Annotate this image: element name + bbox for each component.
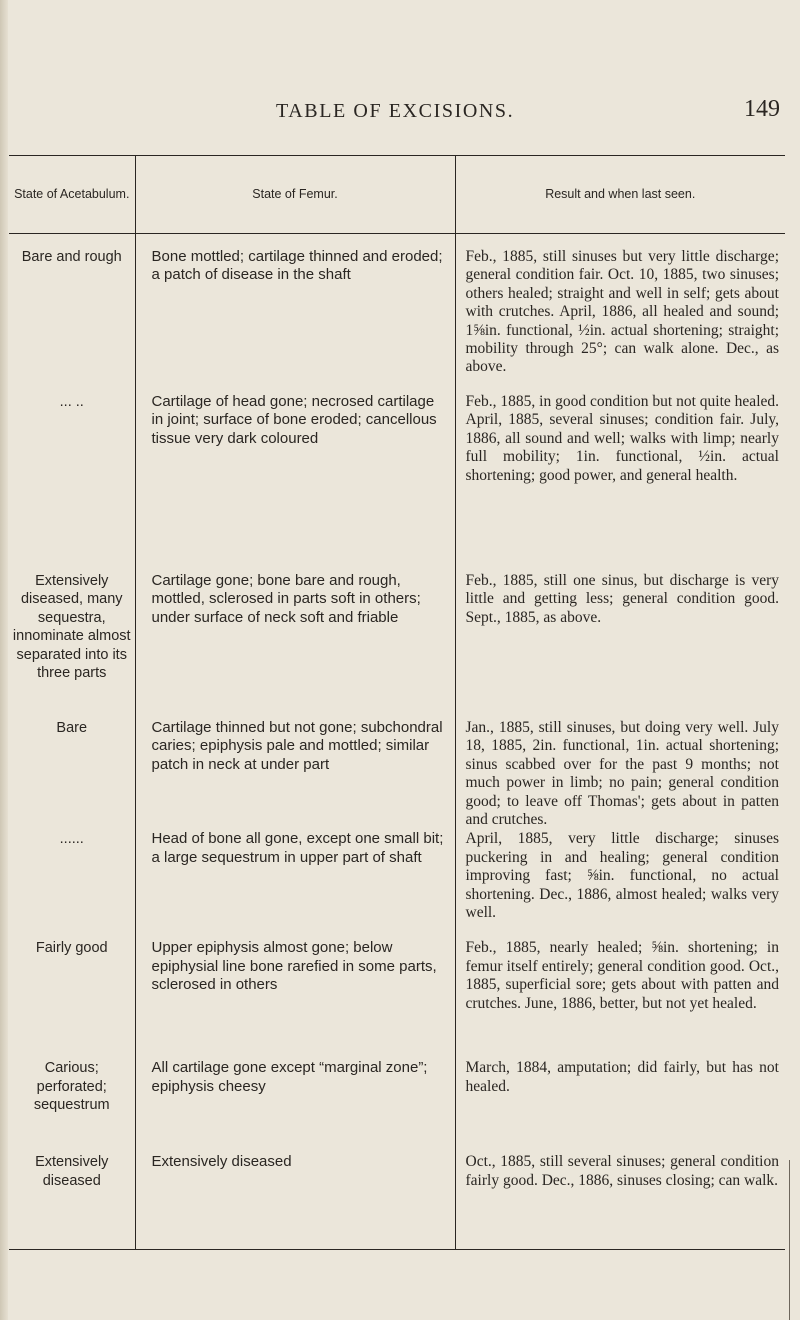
table-row	[9, 719, 785, 830]
table-row	[9, 393, 785, 572]
acetabulum-cell: Carious; perforated; sequestrum	[33, 1060, 110, 1114]
table-header-row	[9, 156, 785, 234]
femur-cell: Head of bone all gone, except one small bit; a large sequestrum in upper part of shaft	[135, 830, 455, 939]
femur-cell: Cartilage gone; bone bare and rough, mottled, sclerosed in parts soft in others; under surface of neck soft and friable	[135, 572, 455, 719]
acetabulum-cell: ... ..	[59, 394, 84, 410]
acetabulum-cell: Bare and rough	[21, 249, 122, 265]
result-cell: Feb., 1885, nearly healed; ⅝in. shortening; in femur itself entirely; general condition good. Oct., 1885, superficial sore; gets about with patten and crutches. June, 1886, better, but not yet healed.	[455, 939, 785, 1059]
acetabulum-cell: Extensively diseased	[9, 1153, 135, 1250]
table-row	[9, 234, 785, 394]
table-row	[9, 939, 785, 1059]
page-binding-edge	[0, 0, 8, 1320]
table-row	[9, 572, 785, 719]
result-cell: March, 1884, amputation; did fairly, but has not healed.	[455, 1059, 785, 1153]
page-number: 149	[744, 96, 780, 122]
result-cell: Jan., 1885, still sinuses, but doing very well. July 18, 1885, 2in. functional, 1in. actual shortening; sinus scabbed over for the past 9 months; not much power in limb; no pain; general condition good; to leave off Thomas'; gets about in patten and crutches.	[455, 719, 785, 830]
table-row	[9, 830, 785, 939]
femur-cell: Upper epiphysis almost gone; below epiphysial line bone rarefied in some parts, sclerosed in others	[135, 939, 455, 1059]
femur-cell: All cartilage gone except “marginal zone”; epiphysis cheesy	[135, 1059, 455, 1153]
table-row	[9, 1153, 785, 1250]
table-row	[9, 1059, 785, 1153]
result-cell: Feb., 1885, in good condition but not quite healed. April, 1885, several sinuses; condition fair. July, 1886, all sound and well; walks with limp; nearly full mobility; 1in. functional, ½in. actual shortening; good power, and general health.	[455, 393, 785, 572]
acetabulum-cell: Fairly good	[35, 940, 108, 957]
femur-cell: Cartilage of head gone; necrosed cartilage in joint; surface of bone eroded; cancellous tissue very dark coloured	[135, 393, 455, 572]
result-cell: Feb., 1885, still one sinus, but discharge is very little and getting less; general condition good. Sept., 1885, as above.	[455, 572, 785, 719]
excisions-table	[9, 155, 785, 1250]
acetabulum-cell: ......	[59, 831, 84, 848]
page-title: TABLE OF EXCISIONS.	[276, 100, 515, 122]
margin-rule	[789, 1160, 790, 1320]
result-cell: April, 1885, very little discharge; sinuses puckering in and healing; general condition improving fast; ⅝in. functional, no actual shortening. Dec., 1886, almost healed; walks very well.	[455, 830, 785, 939]
column-header-femur: State of Femur.	[135, 156, 455, 234]
femur-cell: Extensively diseased	[135, 1153, 455, 1250]
femur-cell: Bone mottled; cartilage thinned and eroded; a patch of disease in the shaft	[135, 234, 455, 394]
femur-cell: Cartilage thinned but not gone; subchondral caries; epiphysis pale and mottled; similar patch in neck at under part	[135, 719, 455, 830]
acetabulum-cell: Bare	[56, 720, 88, 736]
result-cell: Feb., 1885, still sinuses but very little discharge; general condition fair. Oct. 10, 1885, two sinuses; others healed; straight and well in self; gets about with crutches. April, 1886, all healed and sound; 1⅝in. functional, ½in. actual shortening; straight; mobility through 25°; can walk alone. Dec., as above.	[455, 234, 785, 394]
column-header-result: Result and when last seen.	[455, 156, 785, 234]
column-header-acetabulum: State of Acetabulum.	[9, 156, 135, 234]
result-cell: Oct., 1885, still several sinuses; general condition fairly good. Dec., 1886, sinuses closing; can walk.	[455, 1153, 785, 1250]
acetabulum-cell: Extensively diseased, many sequestra, innominate almost separated into its three parts	[12, 573, 131, 682]
